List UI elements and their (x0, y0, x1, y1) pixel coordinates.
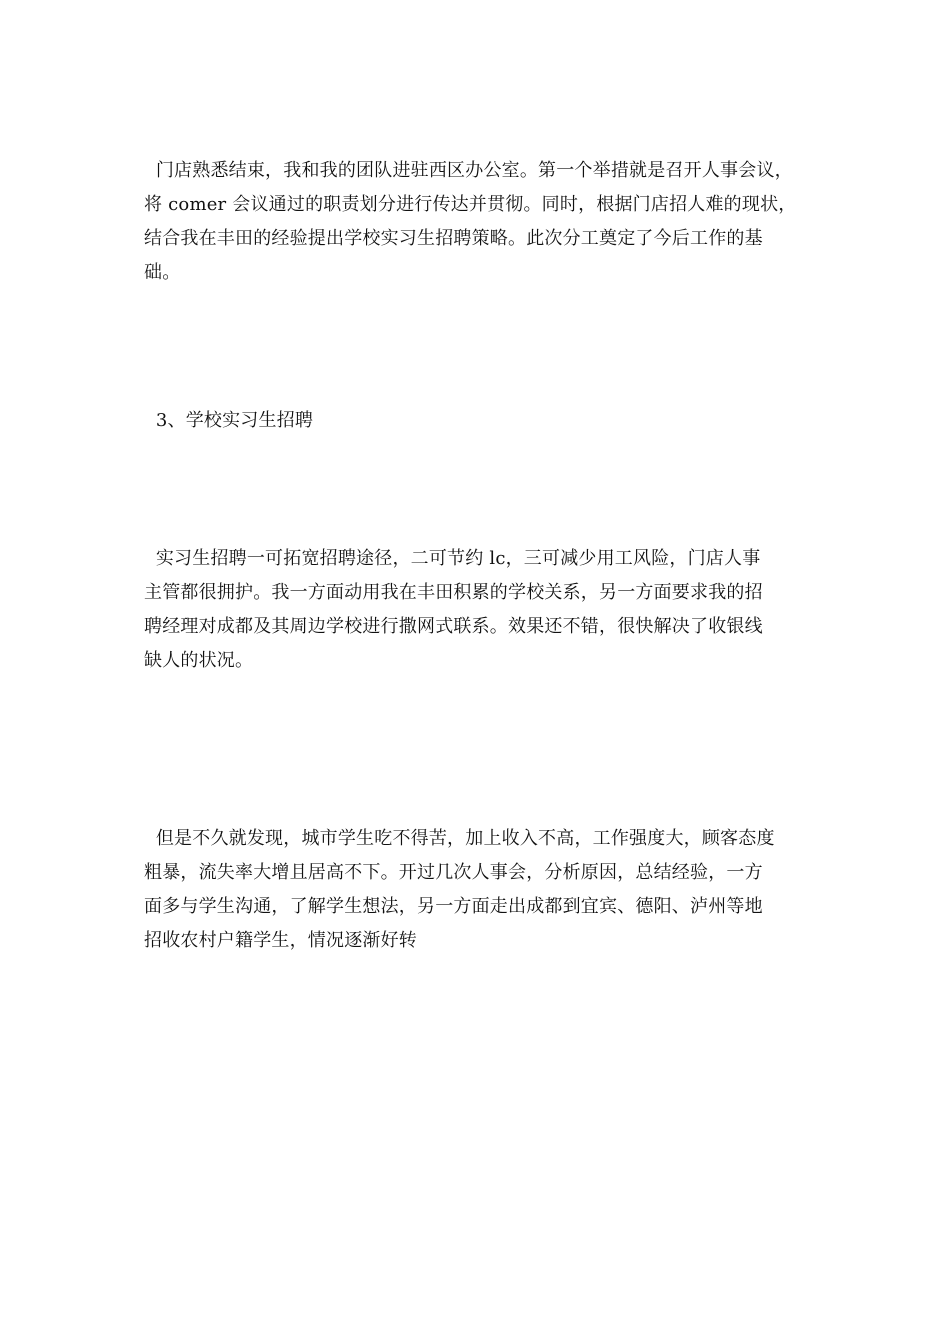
paragraph-turnover-issues (144, 822, 824, 958)
paragraph-line: 础。 (144, 262, 181, 283)
paragraph-line: 粗暴，流失率大增且居高不下。开过几次人事会，分析原因，总结经验，一方 (144, 862, 763, 883)
paragraph-line: 但是不久就发现，城市学生吃不得苦，加上收入不高，工作强度大，顾客态度 (144, 828, 775, 849)
section-heading (144, 404, 824, 438)
paragraph-store-familiarization (144, 154, 824, 290)
section-heading-text: 3、学校实习生招聘 (144, 410, 314, 431)
paragraph-line: 面多与学生沟通，了解学生想法，另一方面走出成都到宜宾、德阳、泸州等地 (144, 896, 763, 917)
paragraph-line: 缺人的状况。 (144, 650, 254, 671)
paragraph-line: 实习生招聘一可拓宽招聘途径，二可节约 lc，三可减少用工风险，门店人事 (144, 548, 761, 569)
paragraph-line: 结合我在丰田的经验提出学校实习生招聘策略。此次分工奠定了今后工作的基 (144, 228, 763, 249)
paragraph-line: 主管都很拥护。我一方面动用我在丰田积累的学校关系，另一方面要求我的招 (144, 582, 763, 603)
paragraph-intern-recruitment (144, 542, 824, 678)
paragraph-line: 聘经理对成都及其周边学校进行撒网式联系。效果还不错，很快解决了收银线 (144, 616, 763, 637)
paragraph-line: 招收农村户籍学生，情况逐渐好转 (144, 930, 417, 951)
paragraph-line: 将 comer 会议通过的职责划分进行传达并贯彻。同时，根据门店招人难的现状， (144, 194, 797, 215)
paragraph-line: 门店熟悉结束，我和我的团队进驻西区办公室。第一个举措就是召开人事会议， (144, 160, 793, 181)
